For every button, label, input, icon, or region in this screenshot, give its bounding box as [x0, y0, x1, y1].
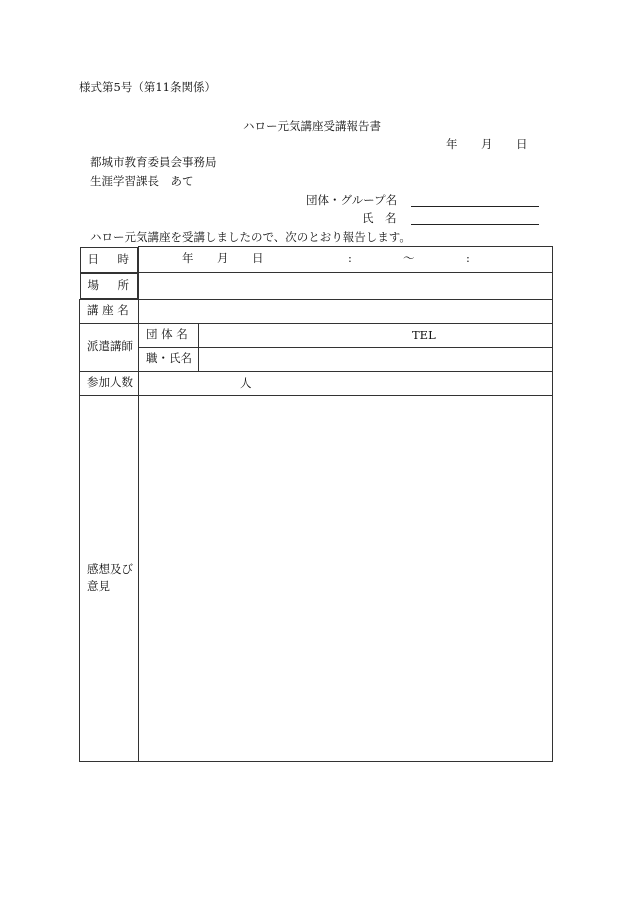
group-name-field[interactable] — [411, 206, 539, 207]
applicant-name-field[interactable] — [411, 224, 539, 225]
opinions-label — [80, 395, 139, 761]
place-row — [80, 273, 553, 300]
date-row-label-b: 時 — [117, 251, 129, 266]
participants-field[interactable] — [139, 371, 553, 395]
group-name-label: 団体・グループ名 — [306, 193, 398, 207]
instructor-group-row — [80, 323, 553, 347]
place-field[interactable] — [139, 273, 553, 300]
instructor-group-field[interactable] — [199, 323, 553, 347]
date-time-field[interactable] — [139, 247, 553, 273]
instructor-label: 派遣講師 — [80, 323, 139, 371]
date-row-label-a: 日 — [87, 251, 99, 266]
course-row — [80, 299, 553, 323]
report-table — [79, 246, 553, 762]
date-row-year: 年 — [182, 251, 194, 265]
place-row-label — [80, 273, 139, 299]
course-name-field[interactable] — [139, 299, 553, 323]
date-row — [80, 247, 553, 273]
place-row-label-a: 場 — [87, 277, 99, 292]
end-time-colon: : — [466, 251, 470, 265]
date-row-label — [80, 247, 139, 273]
participants-label: 参加人数 — [80, 371, 139, 395]
instructor-name-row — [80, 347, 553, 371]
intro-text: ハロー元気講座を受講しましたので、次のとおり報告します。 — [90, 230, 411, 244]
instructor-title-name-label: 職・氏名 — [139, 347, 199, 371]
addressee-org: 都城市教育委員会事務局 — [90, 155, 217, 169]
participants-row — [80, 371, 553, 395]
opinions-field[interactable] — [139, 395, 553, 761]
course-name-label: 講 座 名 — [80, 299, 139, 323]
date-day-label: 日 — [516, 137, 528, 151]
date-month-label: 月 — [481, 137, 493, 151]
date-year-label: 年 — [446, 137, 458, 151]
opinions-row — [80, 395, 553, 761]
place-row-label-b: 所 — [117, 277, 129, 292]
instructor-group-label: 団 体 名 — [139, 323, 199, 347]
form-number: 様式第5号（第11条関係） — [79, 80, 216, 94]
instructor-title-name-field[interactable] — [199, 347, 553, 371]
document-title: ハロー元気講座受講報告書 — [243, 119, 381, 133]
applicant-name-label: 氏 名 — [362, 211, 397, 225]
start-time-colon: : — [348, 251, 352, 265]
participants-unit: 人 — [240, 375, 252, 390]
opinions-label-line2: 意見 — [87, 579, 110, 593]
addressee-person: 生涯学習課長 あて — [90, 174, 194, 188]
opinions-label-line1: 感想及び — [87, 562, 133, 577]
tel-label: TEL — [412, 327, 436, 342]
date-row-day: 日 — [252, 251, 264, 265]
date-row-month: 月 — [217, 251, 229, 265]
time-range-tilde: 〜 — [403, 251, 415, 265]
